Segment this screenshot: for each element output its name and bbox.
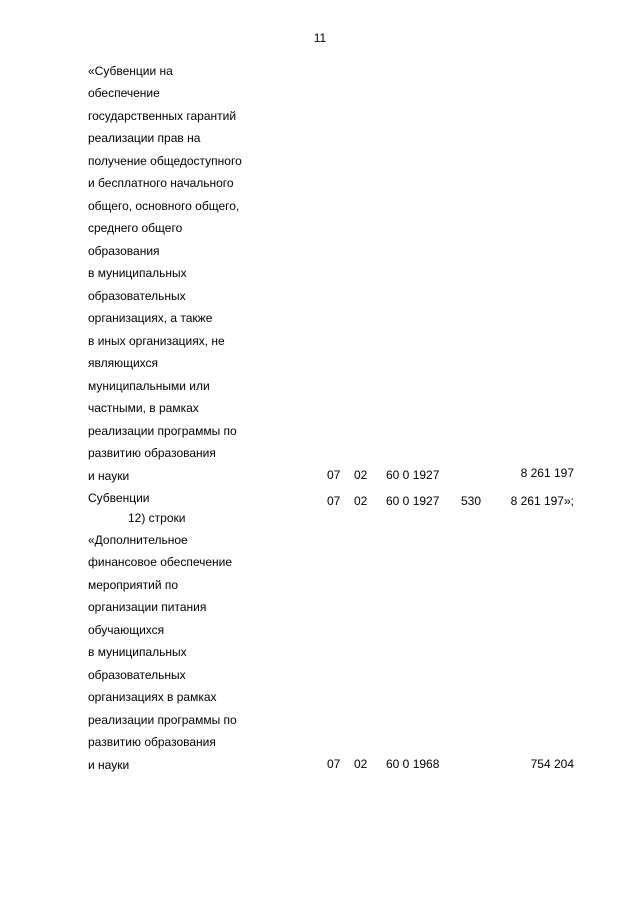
block2-line: организации питания [88,600,207,614]
block1-line: получение общедоступного [88,154,242,168]
row2-label: Субвенции [88,491,150,505]
block1-line: являющихся [88,356,159,370]
block1-line: муниципальными или [88,379,210,393]
vr-code: 530 [461,494,482,508]
block1-line: образования [88,244,160,258]
csr-code: 60 0 1968 [386,757,440,771]
sum-value: 8 261 197 [520,466,574,480]
podrazdel-code: 02 [354,757,368,771]
block1-line: реализации программы по [88,424,237,438]
block1-line: в иных организациях, не [88,334,225,348]
block2-line: образовательных [88,668,186,682]
podrazdel-code: 02 [354,468,368,482]
block1-line: «Субвенции на [88,64,173,78]
razdel-code: 07 [327,757,341,771]
csr-code: 60 0 1927 [386,468,440,482]
block2-line: обучающихся [88,623,165,637]
block1-line: организациях, а также [88,311,213,325]
block1-line: государственных гарантий [88,109,237,123]
block1-line: реализации прав на [88,131,201,145]
csr-code: 60 0 1927 [386,494,440,508]
block2-line: организациях в рамках [88,690,217,704]
sum-value: 754 204 [530,757,574,771]
sum-value: 8 261 197»; [510,494,574,508]
razdel-code: 07 [327,468,341,482]
podrazdel-code: 02 [354,494,368,508]
block1-line: образовательных [88,289,186,303]
block1-line: и бесплатного начального [88,176,234,190]
block2-line: в муниципальных [88,645,187,659]
block2-line: развитию образования [88,735,216,749]
block1-line: общего, основного общего, [88,199,240,213]
razdel-code: 07 [327,494,341,508]
page-number: 11 [313,31,327,45]
block2-line: мероприятий по [88,578,179,592]
block1-line: и науки [88,469,130,483]
block1-line: обеспечение [88,86,160,100]
block1-line: частными, в рамках [88,401,199,415]
block1-line: среднего общего [88,221,183,235]
block2-line: «Дополнительное [88,533,188,547]
block1-line: в муниципальных [88,266,187,280]
block1-line: развитию образования [88,446,216,460]
block2-line: реализации программы по [88,713,237,727]
block2-line: финансовое обеспечение [88,555,233,569]
section-heading: 12) строки [128,511,186,525]
block2-line: и науки [88,758,130,772]
